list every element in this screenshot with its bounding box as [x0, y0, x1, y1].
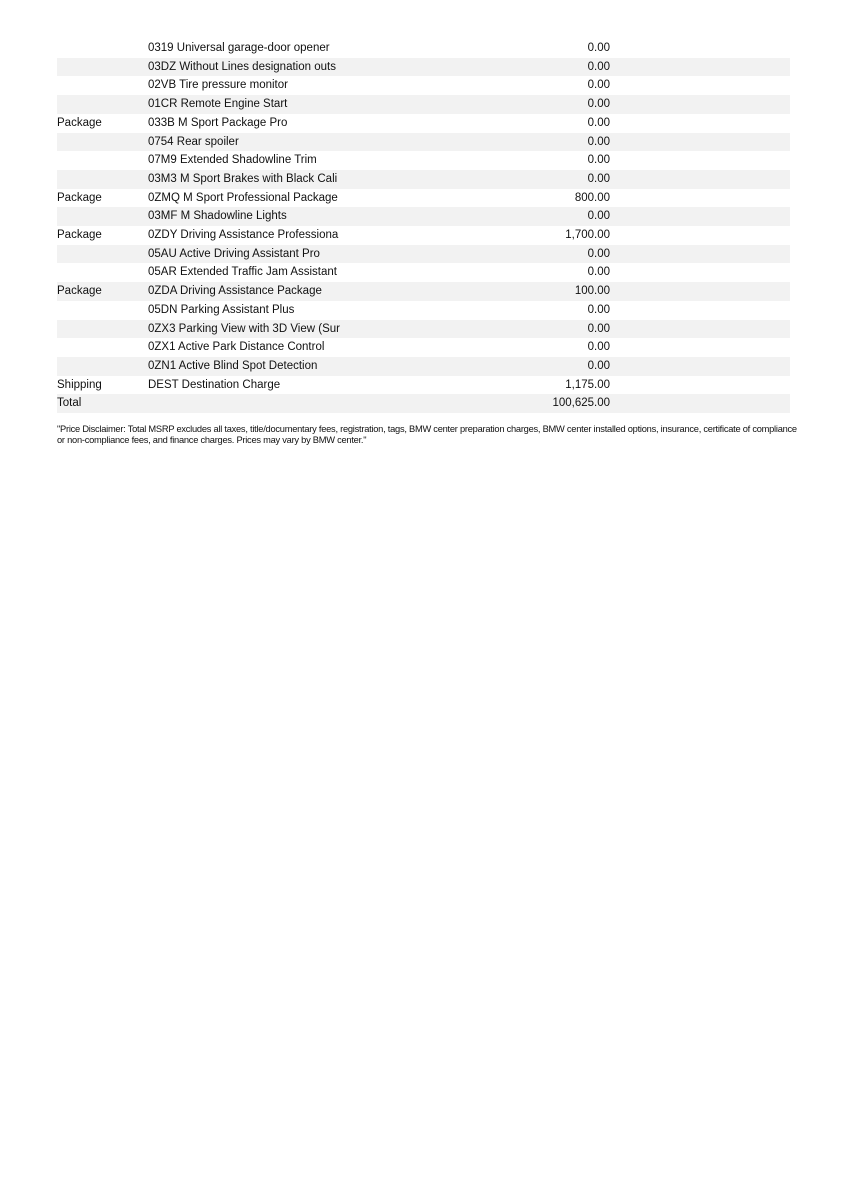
cell-price: 0.00	[587, 210, 610, 223]
cell-price: 1,175.00	[565, 378, 610, 391]
vehicle-options-table	[57, 39, 790, 413]
cell-price: 0.00	[587, 341, 610, 354]
cell-description: 0ZX1 Active Park Distance Control	[148, 341, 325, 354]
cell-spacer	[610, 95, 790, 114]
cell-spacer	[610, 301, 790, 320]
cell-spacer	[610, 394, 790, 413]
cell-spacer	[610, 226, 790, 245]
cell-description: 05DN Parking Assistant Plus	[148, 303, 295, 316]
table-row	[57, 207, 790, 226]
table-row	[57, 133, 790, 152]
table-row	[57, 338, 790, 357]
table-row	[57, 76, 790, 95]
cell-category	[57, 338, 148, 357]
table-row	[57, 114, 790, 133]
cell-spacer	[610, 151, 790, 170]
cell-price: 0.00	[587, 322, 610, 335]
cell-price: 0.00	[587, 359, 610, 372]
table-row	[57, 282, 790, 301]
cell-category	[57, 170, 148, 189]
cell-category: Package	[57, 191, 102, 204]
cell-description: 033B M Sport Package Pro	[148, 116, 288, 129]
cell-category	[57, 95, 148, 114]
cell-description: 03MF M Shadowline Lights	[148, 210, 287, 223]
cell-price: 100.00	[574, 285, 610, 298]
cell-category: Package	[57, 285, 102, 298]
cell-price: 1,700.00	[565, 229, 610, 242]
cell-price: 0.00	[587, 79, 610, 92]
cell-spacer	[610, 58, 790, 77]
cell-price: 0.00	[587, 303, 610, 316]
cell-description: 0754 Rear spoiler	[148, 135, 239, 148]
cell-spacer	[610, 320, 790, 339]
cell-price: 0.00	[587, 98, 610, 111]
cell-description: 02VB Tire pressure monitor	[148, 79, 288, 92]
cell-category	[57, 58, 148, 77]
cell-description: 0ZMQ M Sport Professional Package	[148, 191, 338, 204]
cell-description: 05AR Extended Traffic Jam Assistant	[148, 266, 337, 279]
cell-category	[57, 320, 148, 339]
cell-spacer	[610, 207, 790, 226]
cell-category	[57, 357, 148, 376]
cell-spacer	[610, 76, 790, 95]
cell-description: 01CR Remote Engine Start	[148, 98, 288, 111]
table-row	[57, 301, 790, 320]
cell-description: 03DZ Without Lines designation outs	[148, 60, 336, 73]
cell-category	[57, 263, 148, 282]
cell-spacer	[610, 376, 790, 395]
table-row	[57, 170, 790, 189]
cell-category	[57, 39, 148, 58]
cell-price: 0.00	[587, 266, 610, 279]
cell-spacer	[610, 189, 790, 208]
cell-description: 0ZDY Driving Assistance Professiona	[148, 229, 339, 242]
cell-category	[57, 301, 148, 320]
price-disclaimer: "Price Disclaimer: Total MSRP excludes all taxes, title/documentary fees, registration, tags, BMW center preparation charges, BMW center installed options, insurance, certificate of compliance or non-compliance fees, and finance charges. Prices may vary by BMW center."	[57, 424, 797, 445]
cell-spacer	[610, 282, 790, 301]
cell-spacer	[610, 245, 790, 264]
table-row	[57, 39, 790, 58]
cell-description: 0ZDA Driving Assistance Package	[148, 285, 322, 298]
table-row	[57, 58, 790, 77]
table-row	[57, 151, 790, 170]
cell-price: 100,625.00	[552, 397, 610, 410]
cell-price: 0.00	[587, 135, 610, 148]
cell-price: 0.00	[587, 42, 610, 54]
cell-category	[57, 151, 148, 170]
cell-description: 0319 Universal garage-door opener	[148, 42, 330, 54]
cell-spacer	[610, 114, 790, 133]
cell-category	[57, 245, 148, 264]
cell-category: Shipping	[57, 378, 102, 391]
cell-description: 03M3 M Sport Brakes with Black Cali	[148, 172, 338, 185]
table-row	[57, 394, 790, 413]
cell-spacer	[610, 39, 790, 58]
cell-category	[57, 207, 148, 226]
cell-price: 800.00	[574, 191, 610, 204]
cell-spacer	[610, 338, 790, 357]
cell-category: Total	[57, 397, 82, 410]
cell-description: DEST Destination Charge	[148, 378, 281, 391]
cell-price: 0.00	[587, 247, 610, 260]
cell-category: Package	[57, 116, 102, 129]
cell-category	[57, 76, 148, 95]
table-row	[57, 189, 790, 208]
cell-description: 07M9 Extended Shadowline Trim	[148, 154, 317, 167]
cell-spacer	[610, 133, 790, 152]
cell-price: 0.00	[587, 60, 610, 73]
cell-description: 0ZX3 Parking View with 3D View (Sur	[148, 322, 340, 335]
table-row	[57, 95, 790, 114]
cell-description: 05AU Active Driving Assistant Pro	[148, 247, 320, 260]
cell-spacer	[610, 263, 790, 282]
table-body	[57, 39, 790, 413]
table-row	[57, 245, 790, 264]
cell-spacer	[610, 170, 790, 189]
cell-category	[57, 133, 148, 152]
cell-spacer	[610, 357, 790, 376]
cell-description: 0ZN1 Active Blind Spot Detection	[148, 359, 318, 372]
cell-price: 0.00	[587, 154, 610, 167]
table-row	[57, 320, 790, 339]
cell-price: 0.00	[587, 116, 610, 129]
cell-description	[148, 394, 433, 413]
cell-category: Package	[57, 229, 102, 242]
table-row	[57, 376, 790, 395]
cell-price: 0.00	[587, 172, 610, 185]
table-row	[57, 226, 790, 245]
table-row	[57, 263, 790, 282]
table-row	[57, 357, 790, 376]
